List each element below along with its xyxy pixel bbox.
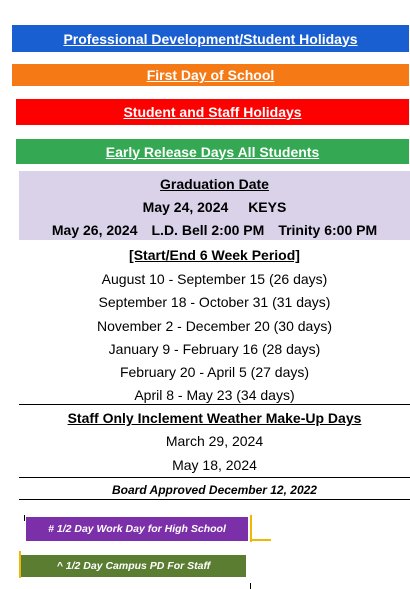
legend-work-day [26,517,248,541]
weather-makeup-date: March 29, 2024 [165,433,264,449]
pd-student-holidays-band [12,25,409,52]
six-week-period-title: [Start/End 6 Week Period] [129,247,300,263]
legend-campus-pd [21,555,246,577]
divider [19,499,410,500]
graduation-block [19,171,410,240]
tick-mark [24,515,25,521]
graduation-ld-bell: L.D. Bell 2:00 PM [151,222,265,238]
holidays-label: Student and Staff Holidays [123,104,302,120]
holidays-band [16,99,409,125]
graduation-keys: KEYS [248,199,287,215]
divider [19,477,410,478]
weather-makeup-date: May 18, 2024 [172,457,257,473]
tick-mark [250,583,251,589]
marker-line [250,539,271,541]
period-item: September 18 - October 31 (31 days) [98,294,331,310]
period-item: January 9 - February 16 (28 days) [108,341,321,357]
schedule-block [19,240,410,500]
period-item: November 2 - December 20 (30 days) [97,318,332,334]
early-release-band [16,139,409,164]
period-item: April 8 - May 23 (34 days) [134,387,295,403]
graduation-trinity: Trinity 6:00 PM [278,222,378,238]
period-item: February 20 - April 5 (27 days) [119,364,310,380]
weather-makeup-title: Staff Only Inclement Weather Make-Up Days [67,410,362,426]
graduation-date-row-2 [19,222,410,238]
first-day-label: First Day of School [146,67,275,83]
divider [19,404,410,405]
graduation-date-row [19,199,410,215]
period-item: August 10 - September 15 (26 days) [101,271,328,287]
graduation-title: Graduation Date [160,176,269,192]
board-approved-note: Board Approved December 12, 2022 [112,483,317,497]
marker-line [250,515,252,542]
first-day-band [12,64,409,86]
graduation-date-2: May 26, 2024 [51,222,138,238]
legend-campus-pd-label: ^ 1/2 Day Campus PD For Staff [56,560,211,572]
pd-student-holidays-label: Professional Development/Student Holidays [63,30,358,47]
legend-work-day-label: # 1/2 Day Work Day for High School [48,523,226,535]
early-release-label: Early Release Days All Students [105,143,320,160]
graduation-date-1: May 24, 2024 [142,199,229,215]
